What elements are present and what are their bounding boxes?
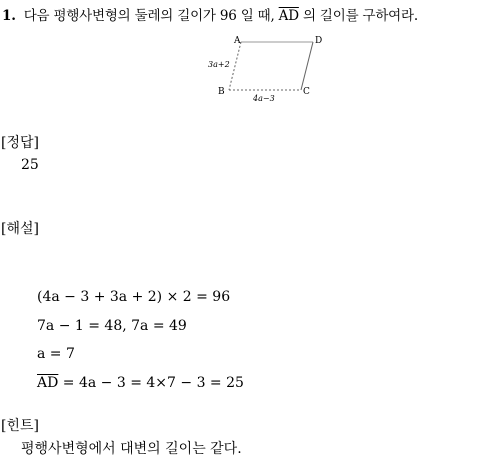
vertex-d: D bbox=[315, 36, 323, 46]
hint-text: 평행사변형에서 대변의 길이는 같다. bbox=[21, 441, 242, 457]
explanation-line-1: (4a − 3 + 3a + 2) × 2 = 96 bbox=[37, 289, 231, 305]
parallelogram-figure bbox=[203, 30, 333, 108]
explanation-label: [해설] bbox=[1, 221, 39, 237]
side-ab bbox=[229, 42, 241, 90]
problem-statement bbox=[2, 4, 418, 24]
hint-label: [힌트] bbox=[1, 418, 39, 434]
explanation-line-3: a = 7 bbox=[37, 346, 75, 362]
side-ab-label: 3a+2 bbox=[208, 60, 230, 69]
explanation-line-4 bbox=[37, 375, 244, 391]
answer-value: 25 bbox=[21, 157, 39, 173]
side-bc-label: 4a−3 bbox=[253, 94, 275, 103]
vertex-a: A bbox=[234, 36, 241, 46]
problem-text-after: 의 길이를 구하여라. bbox=[302, 8, 418, 24]
explanation-segment: $\overline{AD}$ bbox=[37, 375, 59, 391]
side-dc bbox=[301, 42, 313, 90]
explanation-line-2: 7a − 1 = 48, 7a = 49 bbox=[37, 318, 187, 334]
vertex-b: B bbox=[218, 87, 225, 97]
problem-text-before: 다음 평행사변형의 둘레의 길이가 96 일 때, bbox=[23, 8, 275, 24]
problem-segment: $\overline{AD}$ bbox=[278, 8, 299, 24]
answer-label: [정답] bbox=[1, 135, 39, 151]
explanation-line-4-text: = 4a − 3 = 4×7 − 3 = 25 bbox=[62, 375, 244, 391]
problem-number: 1. bbox=[2, 8, 16, 24]
vertex-c: C bbox=[303, 87, 310, 97]
